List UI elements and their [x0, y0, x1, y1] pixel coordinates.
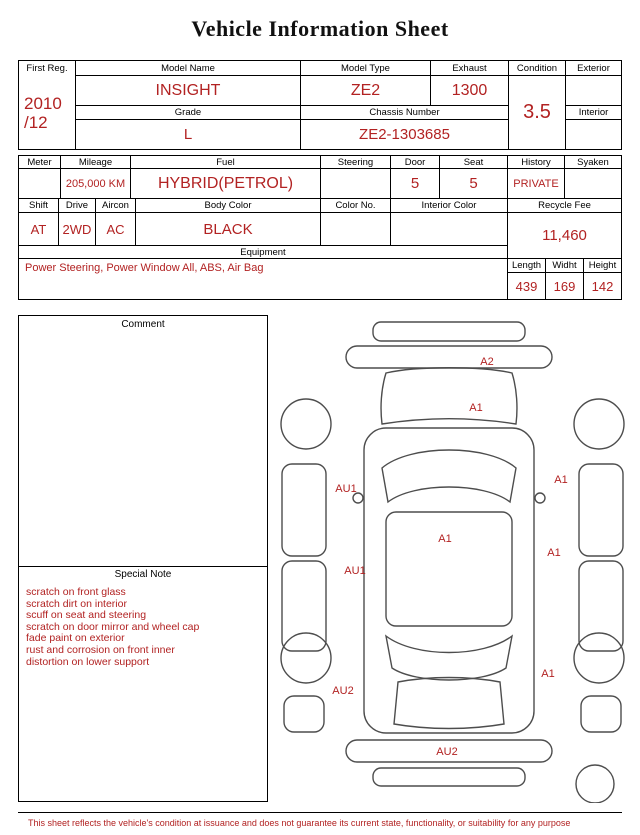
special-note-item: fade paint on exterior — [26, 632, 125, 645]
identity-table — [18, 60, 622, 150]
fuel-value: HYBRID(PETROL) — [131, 169, 321, 199]
grade-value: L — [76, 120, 301, 149]
right-rear-corner-shape — [581, 696, 621, 732]
windshield-shape — [382, 450, 516, 502]
special-note-label: Special Note — [19, 566, 267, 583]
equipment-header-row — [19, 246, 507, 259]
spec-header-row-2 — [19, 199, 507, 213]
damage-label-a1-right-door: A1 — [547, 547, 561, 559]
front-right-wheel-shape — [574, 399, 624, 449]
door-label: Door — [391, 156, 440, 169]
history-label: History — [508, 156, 565, 169]
history-value: PRIVATE — [508, 169, 565, 199]
spec-table-left — [19, 156, 508, 299]
interior-color-label: Interior Color — [391, 199, 507, 213]
syaken-value — [565, 169, 621, 199]
damage-label-au1-left-rear-door: AU1 — [344, 565, 366, 577]
front-upper-strip-shape — [373, 322, 525, 341]
first-reg-value — [19, 76, 75, 149]
front-bumper-shape — [346, 346, 552, 368]
first-reg-label: First Reg. — [26, 63, 68, 74]
fuel-label: Fuel — [131, 156, 321, 169]
door-value: 5 — [391, 169, 440, 199]
equipment-label: Equipment — [19, 246, 507, 259]
dimensions-header-row — [508, 259, 621, 273]
damage-label-a1-roof: A1 — [438, 533, 452, 545]
model-type-value: ZE2 — [301, 76, 431, 106]
chassis-number-value: ZE2-1303685 — [301, 120, 509, 149]
front-left-wheel-shape — [281, 399, 331, 449]
special-note-item: scuff on seat and steering — [26, 609, 147, 622]
special-note-list — [19, 583, 267, 672]
interior-label: Interior — [566, 106, 621, 120]
spec-table-right — [508, 156, 621, 299]
recycle-fee-label: Recycle Fee — [508, 199, 621, 213]
footer-divider — [18, 812, 622, 813]
spec-header-row-1 — [19, 156, 507, 169]
car-damage-diagram — [270, 316, 635, 803]
damage-label-a2-front-bumper: A2 — [480, 356, 494, 368]
shift-value: AT — [19, 213, 59, 246]
spec-value-row-2 — [19, 213, 507, 246]
aircon-label: Aircon — [96, 199, 136, 213]
damage-label-au1-left-front-door: AU1 — [335, 483, 357, 495]
chassis-number-label: Chassis Number — [301, 106, 509, 120]
shift-label: Shift — [19, 199, 59, 213]
car-diagram-svg — [270, 316, 635, 803]
left-front-door-shape — [282, 464, 326, 556]
special-note-item: scratch on door mirror and wheel cap — [26, 620, 200, 633]
body-color-label: Body Color — [136, 199, 321, 213]
damage-label-au2-rear-bumper: AU2 — [436, 746, 458, 758]
history-header-row — [508, 156, 621, 169]
drive-label: Drive — [59, 199, 96, 213]
left-rear-corner-shape — [284, 696, 324, 732]
condition-label: Condition — [509, 61, 566, 76]
exterior-label: Exterior — [566, 61, 621, 76]
damage-label-au2-left-rear-corner: AU2 — [332, 685, 354, 697]
special-note-item: scratch on front glass — [26, 586, 126, 598]
first-reg-year: 2010 — [24, 93, 62, 113]
model-name-label: Model Name — [76, 61, 301, 76]
right-mirror-shape — [535, 493, 545, 503]
body-color-value: BLACK — [136, 213, 321, 246]
spec-value-row-1 — [19, 169, 507, 199]
comment-box — [18, 315, 268, 802]
recycle-fee-header-row — [508, 199, 621, 213]
special-note-item: distortion on lower support — [26, 655, 150, 668]
comment-label: Comment — [121, 319, 165, 330]
footer-disclaimer: This sheet reflects the vehicle's condition at issuance and does not guarantee its current state, functionality, or suitability for any purpose — [28, 818, 571, 828]
length-label: Length — [508, 259, 546, 273]
condition-value: 3.5 — [509, 76, 566, 149]
first-reg-cell — [19, 61, 76, 149]
meter-label: Meter — [19, 156, 61, 169]
width-label: Widht — [546, 259, 584, 273]
height-label: Height — [584, 259, 621, 273]
height-value: 142 — [591, 278, 614, 294]
exhaust-label: Exhaust — [431, 61, 509, 76]
damage-label-a1-hood: A1 — [469, 402, 483, 414]
drive-value: 2WD — [59, 213, 96, 246]
mileage-value: 205,000 KM — [61, 169, 131, 199]
spare-tire-shape — [576, 765, 614, 803]
steering-value — [321, 169, 391, 199]
dimensions-value-row — [508, 273, 621, 299]
comment-empty-area — [19, 333, 267, 566]
aircon-value: AC — [96, 213, 136, 246]
special-note-item: scratch dirt on interior — [26, 597, 127, 610]
equipment-value-row — [19, 259, 507, 299]
seat-value: 5 — [440, 169, 507, 199]
width-value: 169 — [546, 273, 584, 299]
hood-shape — [381, 368, 517, 424]
color-no-value — [321, 213, 391, 246]
rear-window-shape — [386, 636, 512, 680]
rear-right-wheel-shape — [574, 633, 624, 683]
history-value-row — [508, 169, 621, 199]
spec-table — [18, 155, 622, 300]
exterior-value — [566, 76, 621, 106]
grade-label: Grade — [76, 106, 301, 120]
recycle-fee-value: 11,460 — [508, 213, 621, 259]
body-outline-shape — [364, 428, 534, 733]
special-note-item: rust and corrosion on front inner — [26, 643, 175, 656]
interior-color-value — [391, 213, 507, 246]
interior-value — [566, 120, 621, 149]
trunk-shape — [394, 678, 504, 729]
steering-label: Steering — [321, 156, 391, 169]
rear-left-wheel-shape — [281, 633, 331, 683]
right-front-door-shape — [579, 464, 623, 556]
first-reg-month: /12 — [24, 112, 48, 132]
damage-label-a1-right-rear: A1 — [541, 668, 555, 680]
model-name-value: INSIGHT — [76, 76, 301, 106]
model-type-label: Model Type — [301, 61, 431, 76]
meter-value — [19, 169, 61, 199]
recycle-fee-value-row — [508, 213, 621, 259]
seat-label: Seat — [440, 156, 507, 169]
damage-label-a1-right-front: A1 — [554, 474, 568, 486]
roof-shape — [386, 512, 512, 626]
exhaust-value: 1300 — [431, 76, 509, 106]
color-no-label: Color No. — [321, 199, 391, 213]
rear-lower-strip-shape — [373, 768, 525, 786]
syaken-label: Syaken — [565, 156, 621, 169]
mileage-label: Mileage — [61, 156, 131, 169]
length-value: 439 — [508, 273, 546, 299]
equipment-value: Power Steering, Power Window All, ABS, Air Bag — [25, 262, 264, 274]
page-title: Vehicle Information Sheet — [191, 16, 449, 41]
